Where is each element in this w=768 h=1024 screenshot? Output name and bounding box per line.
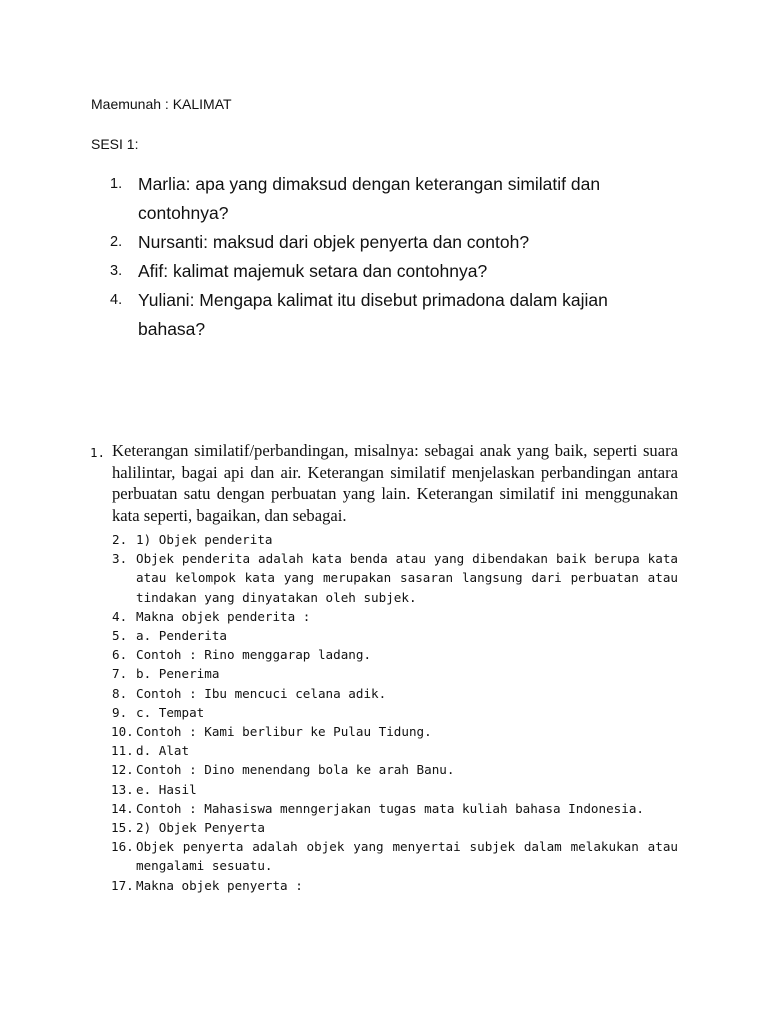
author-title-line: Maemunah : KALIMAT xyxy=(91,96,232,112)
question-text: Afif: kalimat majemuk setara dan contohnya? xyxy=(138,261,488,281)
answer-list-item xyxy=(90,760,678,779)
answer-number: 5. xyxy=(112,628,128,644)
answer-text: 1) Objek penderita xyxy=(136,532,273,547)
answer-list-item xyxy=(90,684,678,703)
answer-text: Keterangan similatif/perbandingan, misalnya: sebagai anak yang baik, seperti suara halilintar, bagai api dan air. Keterangan similatif menjelaskan perbandingan antara perbuatan satu dengan perbuatan yang lain. Keterangan similatif ini menggunakan kata seperti, bagaikan, dan sebagai. xyxy=(112,441,678,525)
answer-list-item xyxy=(90,780,678,799)
answer-list-item xyxy=(90,741,678,760)
question-item xyxy=(110,286,670,344)
question-text: Nursanti: maksud dari objek penyerta dan contoh? xyxy=(138,232,530,252)
question-number: 4. xyxy=(110,292,123,308)
answer-text: Contoh : Mahasiswa menngerjakan tugas mata kuliah bahasa Indonesia. xyxy=(136,800,644,816)
answer-text: Objek penderita adalah kata benda atau yang dibendakan baik berupa kata atau kelompok kata yang merupakan sasaran langsung dari perbuatan atau tindakan yang dinyatakan oleh subjek. xyxy=(136,551,678,605)
question-number: 1. xyxy=(110,176,123,192)
answer-list-item xyxy=(90,818,678,837)
answer-list xyxy=(90,530,678,895)
answer-number: 10. xyxy=(111,724,134,740)
answer-text: b. Penerima xyxy=(136,666,220,682)
answer-number: 6. xyxy=(112,647,128,663)
answer-number: 14. xyxy=(111,800,134,816)
answer-text: Objek penyerta adalah objek yang menyertai subjek dalam melakukan atau mengalami sesuatu. xyxy=(136,839,678,874)
answer-number: 13. xyxy=(111,781,134,797)
answer-number: 15. xyxy=(111,820,134,836)
answer-number: 11. xyxy=(111,743,134,759)
answer-text: Contoh : Dino menendang bola ke arah Banu. xyxy=(136,762,455,778)
answer-text: a. Penderita xyxy=(136,628,227,644)
question-text: Yuliani: Mengapa kalimat itu disebut primadona dalam kajian bahasa? xyxy=(138,290,608,339)
answer-list-item xyxy=(90,626,678,645)
answer-text: Contoh : Rino menggarap ladang. xyxy=(136,647,372,663)
answer-number: 2. xyxy=(112,532,128,547)
answer-text: Makna objek penyerta : xyxy=(136,877,303,893)
answer-list-item xyxy=(90,530,678,549)
answer-number: 9. xyxy=(112,704,128,720)
answer-list-item xyxy=(90,645,678,664)
answer-number: 17. xyxy=(111,877,134,893)
answer-number: 3. xyxy=(112,551,128,567)
answer-list-item xyxy=(90,799,678,818)
answer-text: e. Hasil xyxy=(136,781,197,797)
answer-text: Makna objek penderita : xyxy=(136,608,311,624)
question-item xyxy=(110,228,670,257)
answer-number: 7. xyxy=(112,666,128,682)
question-item xyxy=(110,170,670,228)
answer-list-item xyxy=(90,722,678,741)
answer-number: 1. xyxy=(90,445,106,460)
answer-text: d. Alat xyxy=(136,743,190,759)
answer-section xyxy=(90,440,678,895)
answer-list-item xyxy=(90,837,678,875)
answer-text: Contoh : Kami berlibur ke Pulau Tidung. xyxy=(136,724,432,740)
answer-list-item xyxy=(90,607,678,626)
question-number: 3. xyxy=(110,263,123,279)
answer-list-item xyxy=(90,664,678,683)
answer-number: 8. xyxy=(112,685,128,701)
question-item xyxy=(110,257,670,286)
question-text: Marlia: apa yang dimaksud dengan keterangan similatif dan contohnya? xyxy=(138,174,601,223)
question-number: 2. xyxy=(110,234,123,250)
session-label: SESI 1: xyxy=(91,136,139,152)
answer-number: 16. xyxy=(111,839,134,855)
answer-list-item xyxy=(90,876,678,895)
answer-list-item xyxy=(90,549,678,607)
answer-text: 2) Objek Penyerta xyxy=(136,820,265,836)
answer-text: c. Tempat xyxy=(136,704,205,720)
answer-list-item xyxy=(90,703,678,722)
question-list xyxy=(110,170,670,344)
answer-paragraph xyxy=(90,440,678,526)
answer-number: 12. xyxy=(111,762,134,778)
answer-text: Contoh : Ibu mencuci celana adik. xyxy=(136,685,387,701)
answer-number: 4. xyxy=(112,608,128,624)
